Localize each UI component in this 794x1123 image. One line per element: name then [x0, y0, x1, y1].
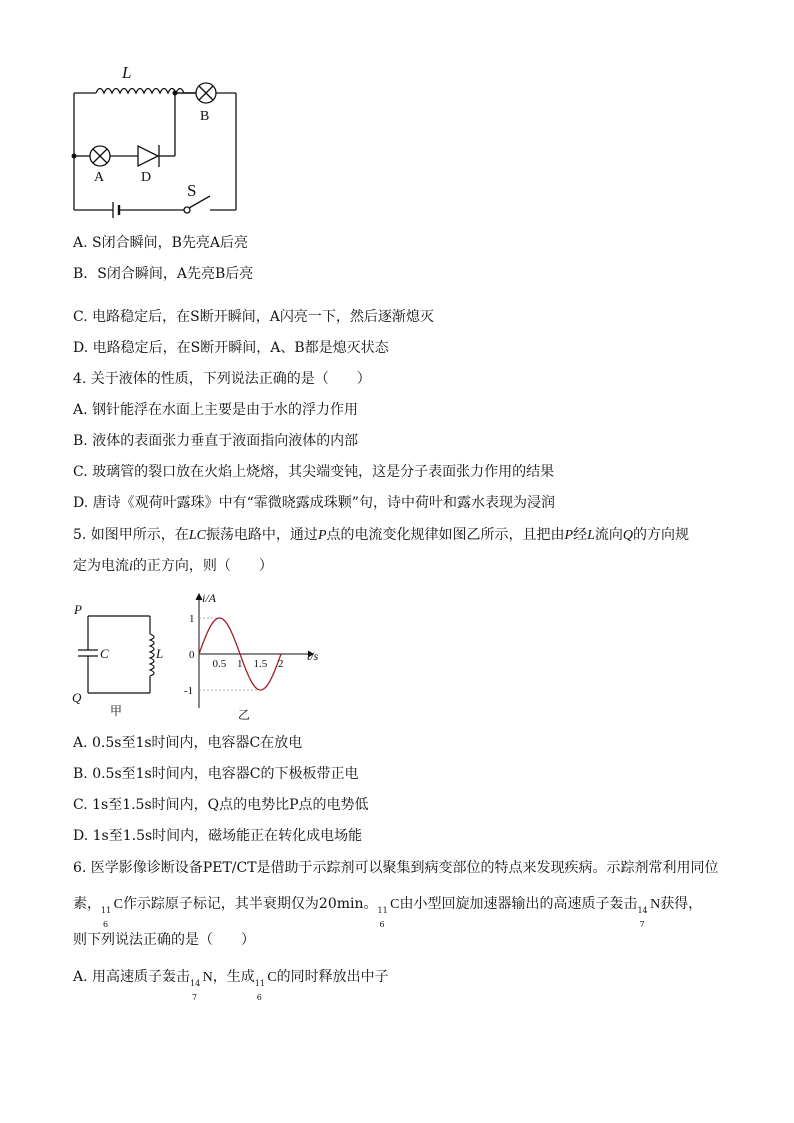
q6-stem-line3: 则下列说法正确的是（ ）	[73, 932, 255, 948]
q6-option-a: A. 用高速质子轰击 14 7 N，生成 11 6 C的同时释放出中子	[73, 969, 389, 1002]
q5-option-c: C. 1s至1.5s时间内，Q点的电势比P点的电势低	[73, 797, 369, 813]
diode-label: D	[141, 170, 152, 185]
q6-stem-line1: 6. 医学影像诊断设备PET/CT是借助于示踪剂可以聚集到病变部位的特点来发现疾病。示踪剂常利用同位	[73, 860, 719, 876]
x-tick-label: 0.5	[212, 658, 227, 670]
q4-option-a: A. 钢针能浮在水面上主要是由于水的浮力作用	[73, 402, 359, 418]
x-axis-label: t/s	[307, 649, 319, 663]
inductor-label: L	[156, 646, 164, 661]
x-tick-label: 1.5	[253, 658, 268, 670]
y-tick-label: 0	[189, 649, 195, 661]
q5-option-a: A. 0.5s至1s时间内，电容器C在放电	[73, 735, 303, 751]
figure-jia-caption: 甲	[110, 704, 123, 718]
inductor-label: L	[122, 63, 132, 82]
q6-stem-line2: 素， 11 6 C作示踪原子标记，其半衰期仅为20min。 11 6 C由小型回旋加速器输出的高速质子轰击 14 7 N获得，	[73, 896, 703, 929]
lc-circuit-figure	[70, 598, 170, 718]
q4-option-c: C. 玻璃管的裂口放在火焰上烧熔，其尖端变钝，这是分子表面张力作用的结果	[73, 464, 555, 480]
capacitor-label: C	[100, 646, 109, 661]
node-p-label: P	[74, 602, 82, 617]
q3-option-a: A. S闭合瞬间，B先亮A后亮	[73, 235, 248, 251]
q4-option-d: D. 唐诗《观荷叶露珠》中有“霏微晓露成珠颗”句，诗中荷叶和露水表现为浸润	[73, 495, 555, 511]
lamp-a-label: A	[94, 170, 105, 185]
y-tick-label: -1	[184, 685, 194, 697]
q5-stem-line1: 5. 如图甲所示，在LC振荡电路中，通过P点的电流变化规律如图乙所示，且把由P经L流向Q的方向规	[73, 527, 689, 543]
q3-option-d: D. 电路稳定后，在S断开瞬间，A、B都是熄灭状态	[73, 340, 389, 356]
node-q-label: Q	[72, 690, 82, 705]
y-axis-label: i/A	[202, 591, 216, 605]
q5-option-d: D. 1s至1.5s时间内，磁场能正在转化成电场能	[73, 828, 363, 844]
x-tick-label: 2	[278, 658, 284, 670]
q4-option-b: B. 液体的表面张力垂直于液面指向液体的内部	[73, 433, 359, 449]
switch-label: S	[187, 181, 197, 200]
q5-option-b: B. 0.5s至1s时间内，电容器C的下极板带正电	[73, 766, 359, 782]
figure-yi-caption: 乙	[238, 708, 251, 722]
x-tick-label: 1	[237, 658, 243, 670]
q4-stem: 4. 关于液体的性质，下列说法正确的是（ ）	[73, 371, 371, 387]
y-tick-label: 1	[189, 613, 195, 625]
lamp-b-label: B	[200, 109, 210, 124]
q5-stem-line2: 定为电流i的正方向，则（ ）	[73, 558, 273, 574]
q3-option-c: C. 电路稳定后，在S断开瞬间，A闪亮一下，然后逐渐熄灭	[73, 309, 434, 325]
q3-option-b: B．S闭合瞬间，A先亮B后亮	[73, 266, 254, 282]
current-time-chart	[172, 588, 332, 723]
inductor-lamp-circuit-figure	[60, 58, 250, 218]
